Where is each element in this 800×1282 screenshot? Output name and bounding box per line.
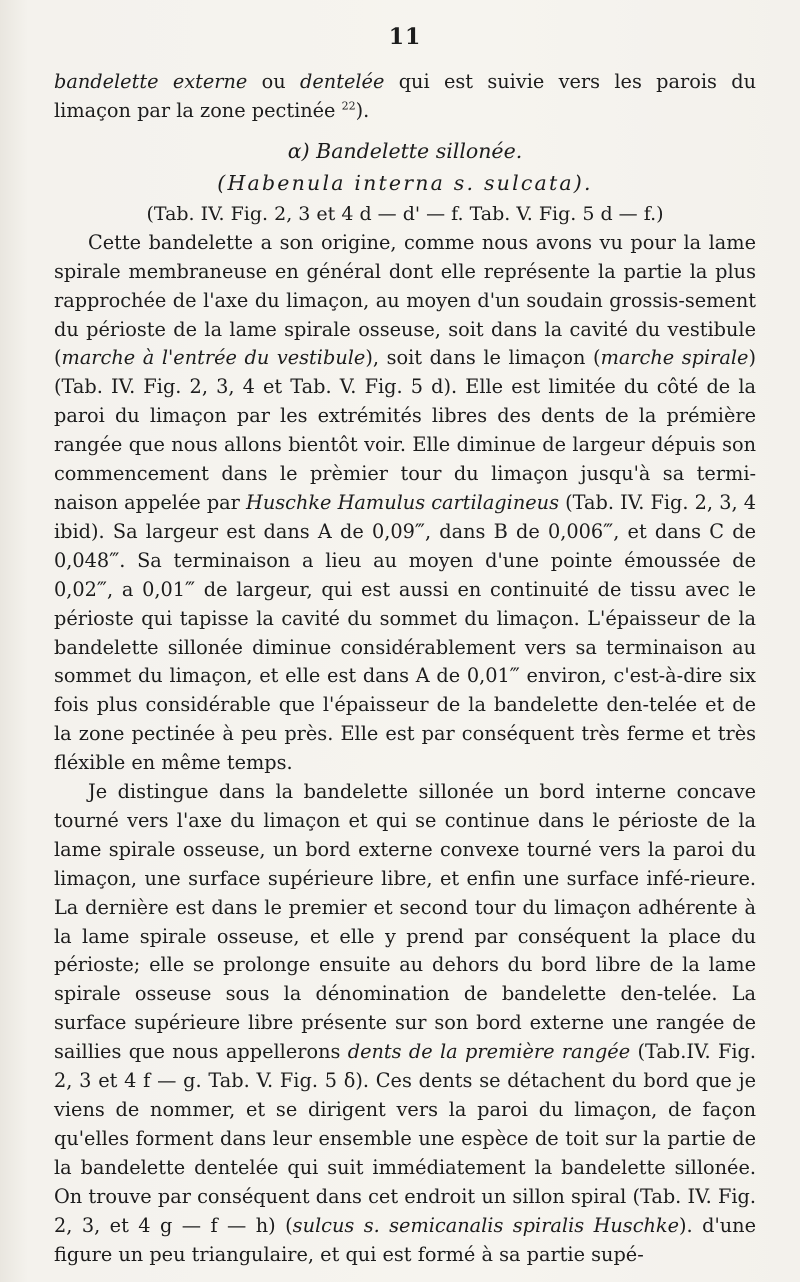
p1-italic-3: Huschke Hamulus cartilagineus [246, 490, 559, 514]
paragraph-1 [54, 229, 756, 778]
footnote-marker: 22 [341, 99, 356, 113]
paragraph-2 [54, 778, 756, 1269]
p1-italic-2: marche spirale [600, 346, 749, 370]
p1-text-2: ), soit dans le limaçon ( [365, 346, 601, 370]
p1-text-3: ) (Tab. IV. Fig. 2, 3, 4 et Tab. V. Fig. 5 d). Elle est limitée du côté de la paroi du limaçon par les extrémités libres des dents de la prémière rangée que nous allons bientôt voir. Elle diminue de largeur dépuis son commencement dans le prèmier tour du limaçon jusqu'à sa termi-naison appelée par [54, 346, 757, 514]
intro-paragraph [54, 68, 756, 126]
intro-end: ). [355, 98, 370, 122]
section-title-text: Bandelette sillonée. [316, 138, 523, 163]
p1-italic-1: marche à l'entrée du vestibule [61, 346, 366, 370]
p2-italic-2: sulcus s. semicanalis spiralis Huschke [292, 1213, 680, 1237]
page-number: 11 [388, 24, 422, 50]
p1-text-1: Cette bandelette a son origine, comme nous avons vu pour la lame spirale membraneuse en général dont elle représente la partie la plus rapprochée de l'axe du limaçon, au moyen d'un soudain grossis-sement du périoste de la lame spirale osseuse, soit dans la cavité du vestibule ( [54, 230, 756, 370]
body-text [54, 68, 756, 1269]
intro-italic-1: bandelette externe [54, 70, 248, 93]
p2-text-3: ). d'une figure un peu triangulaire, et qui est formé à sa partie supé- [54, 1213, 756, 1266]
intro-italic-2: dentelée [300, 70, 385, 93]
section-letter: α) [287, 138, 310, 163]
section-refs: (Tab. IV. Fig. 2, 3 et 4 d — d' — f. Tab. V. Fig. 5 d — f.) [146, 202, 664, 225]
p1-text-4: (Tab. IV. Fig. 2, 3, 4 ibid). Sa largeur est dans A de 0,09‴, dans B de 0,006‴, et dans C de 0,048‴. Sa terminaison a lieu au moyen d'une pointe émoussée de 0,02‴, a 0,01‴ de largeur, qui est aussi en continuité de tissu avec le périoste qui tapisse la cavité du sommet du limaçon. L'épaisseur de la bandelette sillonée diminue considérablement vers sa terminaison au sommet du limaçon, et elle est dans A de 0,01‴ environ, c'est-à-dire six fois plus considérable que l'épaisseur de la bandelette den-telée et de la zone pectinée à peu près. Elle est par conséquent très ferme et très fléxible en même temps. [54, 490, 756, 775]
p2-text-1: Je distingue dans la bandelette sillonée un bord interne concave tourné vers l'axe du limaçon et qui se continue dans le périoste de la lame spirale osseuse, un bord externe convexe tourné vers la paroi du limaçon, une surface supérieure libre, et enfin une surface infé-rieure. La dernière est dans le premier et second tour du limaçon adhérente à la lame spirale osseuse, et elle y prend par conséquent la place du périoste; elle se prolonge ensuite au dehors du bord libre de la lame spirale osseuse sous la dénomination de bandelette den-telée. La surface supérieure libre présente sur son bord externe une rangée de saillies que nous appellerons [54, 780, 756, 1064]
section-title [54, 136, 756, 167]
p2-text-2: (Tab.IV. Fig. 2, 3 et 4 f — g. Tab. V. Fig. 5 δ). Ces dents se détachent du bord que je viens de nommer, et se dirigent vers la paroi du limaçon, de façon qu'elles forment dans leur ensemble une espèce de toit sur la partie de la bandelette dentelée qui suit immédiatement la bandelette sillonée. On trouve par conséquent dans cet endroit un sillon spiral (Tab. IV. Fig. 2, 3, et 4 g — f — h) ( [54, 1040, 756, 1237]
intro-rest: qui est suivie vers les parois du limaçon par la zone pectinée [54, 70, 756, 122]
section-latin: (Habenula interna s. sulcata). [217, 170, 593, 195]
intro-ou: ou [247, 70, 301, 93]
p2-italic-1: dents de la première rangée [347, 1040, 631, 1064]
